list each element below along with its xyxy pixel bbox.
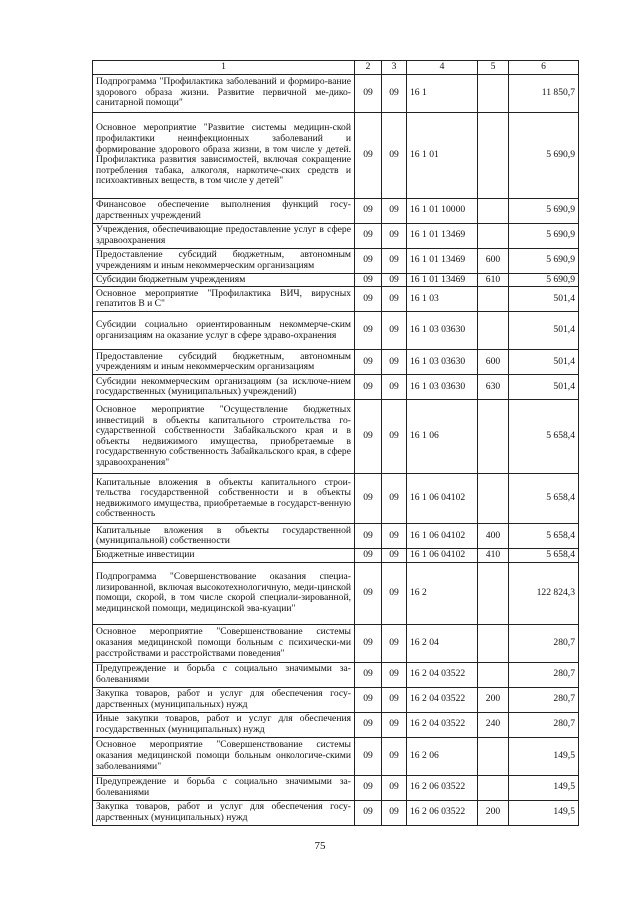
table-body xyxy=(93,61,579,826)
subsection-code-cell: 09 xyxy=(382,662,407,687)
table-row xyxy=(93,248,579,273)
table-row xyxy=(93,350,579,375)
amount-cell: 501,4 xyxy=(509,375,579,400)
expense-type-cell xyxy=(478,74,509,112)
item-name-cell: Основное мероприятие "Профилактика ВИЧ, вирусных гепатитов В и С" xyxy=(93,287,355,312)
section-code-cell: 09 xyxy=(355,112,382,198)
subsection-code-cell: 09 xyxy=(382,400,407,474)
table-row xyxy=(93,524,579,549)
expense-type-cell xyxy=(478,287,509,312)
item-name-cell: Предупреждение и борьба с социально значимыми за-болеваниями xyxy=(93,775,355,800)
amount-cell: 280,7 xyxy=(509,662,579,687)
expense-type-cell: 610 xyxy=(478,273,509,287)
table-row xyxy=(93,712,579,737)
target-article-cell: 16 2 xyxy=(407,562,478,624)
expense-type-cell xyxy=(478,198,509,223)
subsection-code-cell: 09 xyxy=(382,524,407,549)
target-article-cell: 16 1 01 10000 xyxy=(407,198,478,223)
amount-cell: 5 658,4 xyxy=(509,549,579,563)
column-header: 4 xyxy=(407,61,478,75)
table-row xyxy=(93,737,579,775)
subsection-code-cell: 09 xyxy=(382,562,407,624)
item-name-cell: Субсидии некоммерческим организациям (за исключе-нием государственных (муниципальных) учреждений) xyxy=(93,375,355,400)
section-code-cell: 09 xyxy=(355,687,382,712)
subsection-code-cell: 09 xyxy=(382,549,407,563)
subsection-code-cell: 09 xyxy=(382,312,407,350)
section-code-cell: 09 xyxy=(355,562,382,624)
expense-type-cell xyxy=(478,562,509,624)
item-name-cell: Предоставление субсидий бюджетным, автономным учреждениям и иным некоммерческим организациям xyxy=(93,248,355,273)
section-code-cell: 09 xyxy=(355,287,382,312)
amount-cell: 5 690,9 xyxy=(509,248,579,273)
table-row xyxy=(93,474,579,524)
item-name-cell: Подпрограмма "Совершенствование оказания специа-лизированной, включая высокотехнологичную, меди-цинской помощи, скорой, в том числе скорой специали-зированной, медицинской помощи, медицинской эва-куации" xyxy=(93,562,355,624)
table-row xyxy=(93,624,579,662)
target-article-cell: 16 1 03 03630 xyxy=(407,350,478,375)
expense-type-cell: 200 xyxy=(478,687,509,712)
column-header: 5 xyxy=(478,61,509,75)
amount-cell: 501,4 xyxy=(509,312,579,350)
target-article-cell: 16 1 01 xyxy=(407,112,478,198)
target-article-cell: 16 2 06 03522 xyxy=(407,775,478,800)
target-article-cell: 16 1 01 13469 xyxy=(407,273,478,287)
column-header: 1 xyxy=(93,61,355,75)
item-name-cell: Капитальные вложения в объекты капитального строи-тельства государственной собственности и в объекты недвижимого имущества, приобретаемые в государст-венную собственность xyxy=(93,474,355,524)
expense-type-cell: 240 xyxy=(478,712,509,737)
section-code-cell: 09 xyxy=(355,375,382,400)
expense-type-cell xyxy=(478,474,509,524)
subsection-code-cell: 09 xyxy=(382,624,407,662)
item-name-cell: Предоставление субсидий бюджетным, автономным учреждениям и иным некоммерческим организациям xyxy=(93,350,355,375)
expense-type-cell xyxy=(478,112,509,198)
expense-type-cell: 600 xyxy=(478,350,509,375)
table-row xyxy=(93,775,579,800)
item-name-cell: Основное мероприятие "Осуществление бюджетных инвестиций в объекты капитального строительства го-сударственной собственности Забайкальского края и в объекты недвижимого имущества, приобретаемые в государственную собственность Забайкальского края, в сфере здравоохранения" xyxy=(93,400,355,474)
budget-table xyxy=(92,60,579,826)
section-code-cell: 09 xyxy=(355,549,382,563)
table-row xyxy=(93,662,579,687)
amount-cell: 5 690,9 xyxy=(509,273,579,287)
column-header: 6 xyxy=(509,61,579,75)
target-article-cell: 16 1 06 xyxy=(407,400,478,474)
table-row xyxy=(93,800,579,825)
amount-cell: 122 824,3 xyxy=(509,562,579,624)
expense-type-cell xyxy=(478,223,509,248)
expense-type-cell: 600 xyxy=(478,248,509,273)
amount-cell: 149,5 xyxy=(509,775,579,800)
item-name-cell: Капитальные вложения в объекты государственной (муниципальной) собственности xyxy=(93,524,355,549)
expense-type-cell xyxy=(478,775,509,800)
expense-type-cell: 200 xyxy=(478,800,509,825)
table-row xyxy=(93,687,579,712)
section-code-cell: 09 xyxy=(355,400,382,474)
column-header: 2 xyxy=(355,61,382,75)
subsection-code-cell: 09 xyxy=(382,273,407,287)
amount-cell: 5 658,4 xyxy=(509,400,579,474)
subsection-code-cell: 09 xyxy=(382,474,407,524)
table-header-row xyxy=(93,61,579,75)
expense-type-cell: 400 xyxy=(478,524,509,549)
subsection-code-cell: 09 xyxy=(382,350,407,375)
expense-type-cell: 630 xyxy=(478,375,509,400)
item-name-cell: Подпрограмма "Профилактика заболеваний и формиро-вание здорового образа жизни. Развитие первичной ме-дико-санитарной помощи" xyxy=(93,74,355,112)
table-row xyxy=(93,223,579,248)
section-code-cell: 09 xyxy=(355,624,382,662)
section-code-cell: 09 xyxy=(355,273,382,287)
amount-cell: 5 690,9 xyxy=(509,112,579,198)
table-row xyxy=(93,562,579,624)
subsection-code-cell: 09 xyxy=(382,375,407,400)
subsection-code-cell: 09 xyxy=(382,687,407,712)
subsection-code-cell: 09 xyxy=(382,198,407,223)
item-name-cell: Субсидии бюджетным учреждениям xyxy=(93,273,355,287)
target-article-cell: 16 2 04 03522 xyxy=(407,687,478,712)
subsection-code-cell: 09 xyxy=(382,712,407,737)
section-code-cell: 09 xyxy=(355,223,382,248)
amount-cell: 149,5 xyxy=(509,737,579,775)
amount-cell: 501,4 xyxy=(509,287,579,312)
section-code-cell: 09 xyxy=(355,775,382,800)
subsection-code-cell: 09 xyxy=(382,112,407,198)
target-article-cell: 16 2 04 xyxy=(407,624,478,662)
item-name-cell: Финансовое обеспечение выполнения функций госу-дарственных учреждений xyxy=(93,198,355,223)
section-code-cell: 09 xyxy=(355,712,382,737)
item-name-cell: Субсидии социально ориентированным некоммерче-ским организациям на оказание услуг в сфере здраво-охранения xyxy=(93,312,355,350)
section-code-cell: 09 xyxy=(355,312,382,350)
section-code-cell: 09 xyxy=(355,248,382,273)
section-code-cell: 09 xyxy=(355,350,382,375)
subsection-code-cell: 09 xyxy=(382,775,407,800)
section-code-cell: 09 xyxy=(355,198,382,223)
target-article-cell: 16 1 03 xyxy=(407,287,478,312)
target-article-cell: 16 2 06 03522 xyxy=(407,800,478,825)
amount-cell: 5 658,4 xyxy=(509,474,579,524)
section-code-cell: 09 xyxy=(355,662,382,687)
expense-type-cell xyxy=(478,737,509,775)
target-article-cell: 16 2 06 xyxy=(407,737,478,775)
item-name-cell: Закупка товаров, работ и услуг для обеспечения госу-дарственных (муниципальных) нужд xyxy=(93,800,355,825)
expense-type-cell xyxy=(478,400,509,474)
amount-cell: 501,4 xyxy=(509,350,579,375)
target-article-cell: 16 2 04 03522 xyxy=(407,712,478,737)
table-row xyxy=(93,375,579,400)
amount-cell: 5 690,9 xyxy=(509,223,579,248)
table-row xyxy=(93,287,579,312)
subsection-code-cell: 09 xyxy=(382,800,407,825)
expense-type-cell xyxy=(478,312,509,350)
section-code-cell: 09 xyxy=(355,800,382,825)
item-name-cell: Основное мероприятие "Развитие системы медицин-ской профилактики неинфекционных заболеваний и формирование здорового образа жизни, в том числе у детей. Профилактика развития зависимостей, включая сокращение потребления табака, алкоголя, наркотиче-ских средств и психоактивных веществ, в том числе у детей" xyxy=(93,112,355,198)
amount-cell: 149,5 xyxy=(509,800,579,825)
table-row xyxy=(93,549,579,563)
subsection-code-cell: 09 xyxy=(382,287,407,312)
table-row xyxy=(93,400,579,474)
amount-cell: 280,7 xyxy=(509,687,579,712)
target-article-cell: 16 1 06 04102 xyxy=(407,524,478,549)
amount-cell: 11 850,7 xyxy=(509,74,579,112)
table-row xyxy=(93,74,579,112)
item-name-cell: Основное мероприятие "Совершенствование системы оказания медицинской помощи больным онкологиче-скими заболеваниями" xyxy=(93,737,355,775)
subsection-code-cell: 09 xyxy=(382,737,407,775)
expense-type-cell: 410 xyxy=(478,549,509,563)
table-row xyxy=(93,312,579,350)
item-name-cell: Предупреждение и борьба с социально значимыми за-болеваниями xyxy=(93,662,355,687)
section-code-cell: 09 xyxy=(355,74,382,112)
section-code-cell: 09 xyxy=(355,524,382,549)
target-article-cell: 16 1 01 13469 xyxy=(407,223,478,248)
column-header: 3 xyxy=(382,61,407,75)
amount-cell: 280,7 xyxy=(509,712,579,737)
amount-cell: 280,7 xyxy=(509,624,579,662)
item-name-cell: Основное мероприятие "Совершенствование системы оказания медицинской помощи больным с психически-ми расстройствами и расстройствами поведения" xyxy=(93,624,355,662)
item-name-cell: Закупка товаров, работ и услуг для обеспечения госу-дарственных (муниципальных) нужд xyxy=(93,687,355,712)
expense-type-cell xyxy=(478,624,509,662)
target-article-cell: 16 1 03 03630 xyxy=(407,312,478,350)
expense-type-cell xyxy=(478,662,509,687)
section-code-cell: 09 xyxy=(355,737,382,775)
target-article-cell: 16 1 06 04102 xyxy=(407,549,478,563)
subsection-code-cell: 09 xyxy=(382,223,407,248)
table-row xyxy=(93,273,579,287)
item-name-cell: Бюджетные инвестиции xyxy=(93,549,355,563)
amount-cell: 5 690,9 xyxy=(509,198,579,223)
target-article-cell: 16 1 06 04102 xyxy=(407,474,478,524)
page-number: 75 xyxy=(314,840,326,852)
table-row xyxy=(93,198,579,223)
target-article-cell: 16 1 01 13469 xyxy=(407,248,478,273)
item-name-cell: Иные закупки товаров, работ и услуг для обеспечения государственных (муниципальных) нужд xyxy=(93,712,355,737)
target-article-cell: 16 2 04 03522 xyxy=(407,662,478,687)
section-code-cell: 09 xyxy=(355,474,382,524)
table-row xyxy=(93,112,579,198)
amount-cell: 5 658,4 xyxy=(509,524,579,549)
subsection-code-cell: 09 xyxy=(382,74,407,112)
subsection-code-cell: 09 xyxy=(382,248,407,273)
item-name-cell: Учреждения, обеспечивающие предоставление услуг в сфере здравоохранения xyxy=(93,223,355,248)
target-article-cell: 16 1 xyxy=(407,74,478,112)
target-article-cell: 16 1 03 03630 xyxy=(407,375,478,400)
